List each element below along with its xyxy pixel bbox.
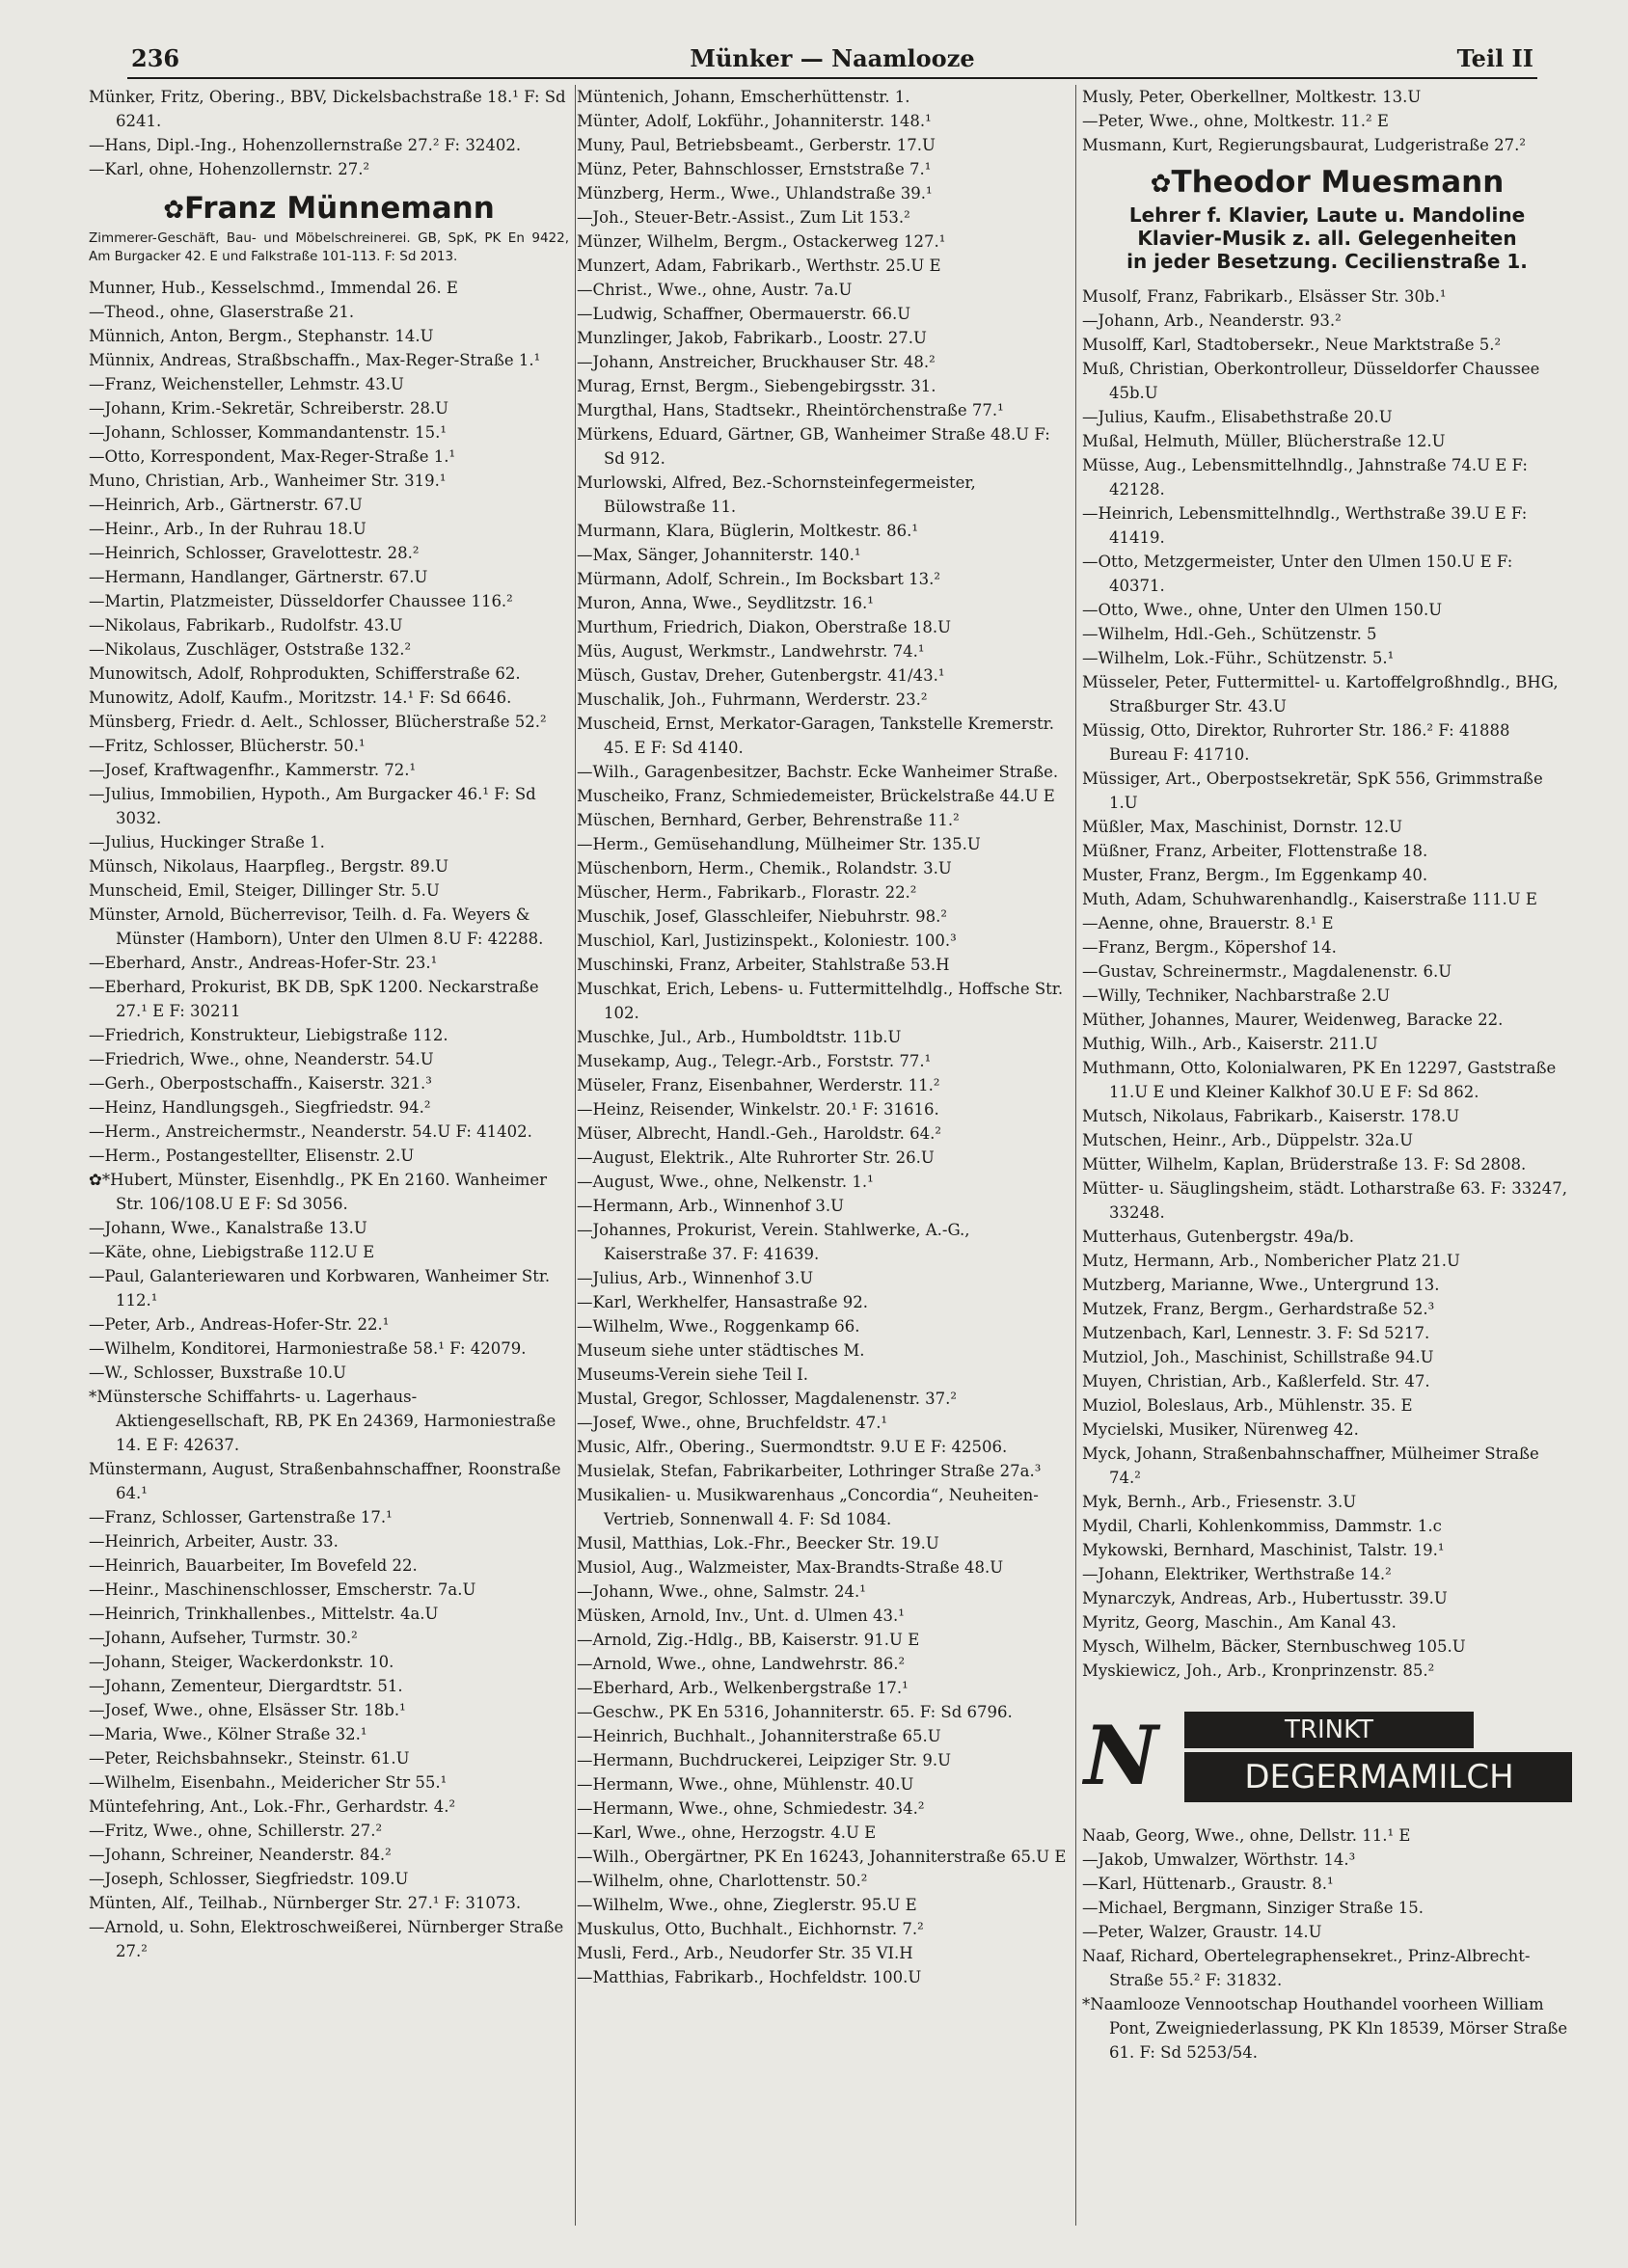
directory-entry: —Michael, Bergmann, Sinziger Straße 15. [1082, 1899, 1424, 1917]
directory-entry: Müssig, Otto, Direktor, Ruhrorter Str. 186.² F: 41888 Bureau F: 41710. [1082, 721, 1510, 764]
entry-list [89, 85, 569, 181]
directory-entry: Muschke, Jul., Arb., Humboldtstr. 11b.U [577, 1028, 902, 1046]
directory-entry: Mutzek, Franz, Bergm., Gerhardstraße 52.³ [1082, 1300, 1435, 1318]
directory-entry: *Münstersche Schiffahrts- u. Lagerhaus-Aktiengesellschaft, RB, PK En 24369, Harmoniestraße 14. E F: 42637. [89, 1388, 556, 1454]
column-3 [1082, 85, 1572, 2235]
directory-entry: —Nikolaus, Zuschläger, Oststraße 132.² [89, 640, 412, 659]
directory-entry: —Heinr., Maschinenschlosser, Emscherstr. 7a.U [89, 1580, 476, 1599]
directory-entry: Muschiol, Karl, Justizinspekt., Koloniestr. 100.³ [577, 932, 957, 950]
directory-entry: —Wilhelm, Eisenbahn., Meidericher Str 55.¹ [89, 1773, 448, 1792]
directory-entry: —Heinrich, Bauarbeiter, Im Bovefeld 22. [89, 1556, 418, 1575]
directory-entry: Müssiger, Art., Oberpostsekretär, SpK 556, Grimmstraße 1.U [1082, 770, 1543, 812]
directory-entry: *Naamlooze Vennootschap Houthandel voorheen William Pont, Zweigniederlassung, PK Kln 18539, Mörser Straße 61. F: Sd 5253/54. [1082, 1995, 1568, 2062]
directory-entry: Naab, Georg, Wwe., ohne, Dellstr. 11.¹ E [1082, 1826, 1411, 1845]
directory-entry: —Arnold, Wwe., ohne, Landwehrstr. 86.² [577, 1655, 906, 1673]
directory-entry: —Peter, Wwe., ohne, Moltkestr. 11.² E [1082, 112, 1389, 130]
directory-entry: —Julius, Huckinger Straße 1. [89, 833, 325, 851]
directory-entry: —Johann, Arb., Neanderstr. 93.² [1082, 311, 1342, 330]
directory-entry: —Joseph, Schlosser, Siegfriedstr. 109.U [89, 1870, 409, 1888]
directory-entry: —Wilh., Obergärtner, PK En 16243, Johanniterstraße 65.U E [577, 1848, 1067, 1866]
ad-title: Franz Münnemann [184, 191, 495, 226]
flower-icon: ✿ [1150, 170, 1172, 199]
directory-entry: —Heinrich, Arb., Gärtnerstr. 67.U [89, 496, 363, 514]
directory-entry: Münsberg, Friedr. d. Aelt., Schlosser, Blücherstraße 52.² [89, 713, 547, 731]
entry-list [577, 85, 1067, 1989]
directory-entry: Music, Alfr., Obering., Suermondtstr. 9.U E F: 42506. [577, 1438, 1008, 1456]
directory-entry: Murlowski, Alfred, Bez.-Schornsteinfegermeister, Bülowstraße 11. [577, 473, 976, 516]
directory-entry: —Herm., Gemüsehandlung, Mülheimer Str. 135.U [577, 835, 981, 853]
directory-entry: —Eberhard, Anstr., Andreas-Hofer-Str. 23.¹ [89, 954, 438, 972]
directory-entry: Myk, Bernh., Arb., Friesenstr. 3.U [1082, 1493, 1357, 1511]
column-divider [575, 85, 576, 2226]
directory-entry: Museum siehe unter städtisches M. [577, 1341, 865, 1360]
directory-entry: ✿*Hubert, Münster, Eisenhdlg., PK En 2160. Wanheimer Str. 106/108.U E F: Sd 3056. [89, 1171, 547, 1213]
directory-entry: —Johann, Zementeur, Diergardtstr. 51. [89, 1677, 403, 1695]
directory-entry: —Theod., ohne, Glaserstraße 21. [89, 303, 355, 321]
directory-entry: —Hermann, Wwe., ohne, Schmiedestr. 34.² [577, 1799, 925, 1818]
directory-entry: —Friedrich, Konstrukteur, Liebigstraße 112. [89, 1026, 448, 1044]
directory-entry: —Nikolaus, Fabrikarb., Rudolfstr. 43.U [89, 616, 403, 634]
directory-entry: —Wilhelm, Hdl.-Geh., Schützenstr. 5 [1082, 625, 1377, 643]
directory-entry: Münstermann, August, Straßenbahnschaffner, Roonstraße 64.¹ [89, 1460, 561, 1502]
directory-entry: —Fritz, Wwe., ohne, Schillerstr. 27.² [89, 1822, 383, 1840]
entry-list [1082, 284, 1572, 1683]
directory-entry: Muthig, Wilh., Arb., Kaiserstr. 211.U [1082, 1035, 1378, 1053]
directory-entry: —Wilhelm, ohne, Charlottenstr. 50.² [577, 1872, 868, 1890]
directory-entry: Münzer, Wilhelm, Bergm., Ostackerweg 127.¹ [577, 232, 946, 251]
part-label: Teil II [1456, 44, 1533, 72]
entry-list [1082, 1823, 1572, 2065]
ad-title: Theodor Muesmann [1171, 165, 1505, 200]
ad-box-bottom: DEGERMAMILCH [1184, 1752, 1572, 1802]
directory-entry: Müschen, Bernhard, Gerber, Behrenstraße 11.² [577, 811, 960, 829]
directory-entry: —Heinrich, Arbeiter, Austr. 33. [89, 1532, 339, 1551]
ad-box-top: TRINKT [1184, 1712, 1474, 1748]
directory-entry: —Johann, Aufseher, Turmstr. 30.² [89, 1629, 358, 1647]
directory-entry: —Johann, Schlosser, Kommandantenstr. 15.¹ [89, 423, 448, 442]
directory-entry: —Wilh., Garagenbesitzer, Bachstr. Ecke Wanheimer Straße. [577, 763, 1059, 781]
directory-entry: Musolf, Franz, Fabrikarb., Elsässer Str. 30b.¹ [1082, 287, 1447, 306]
directory-entry: Münker, Fritz, Obering., BBV, Dickelsbachstraße 18.¹ F: Sd 6241. [89, 88, 566, 130]
directory-entry: —Hermann, Buchdruckerei, Leipziger Str. 9.U [577, 1751, 952, 1769]
directory-entry: —Fritz, Schlosser, Blücherstr. 50.¹ [89, 737, 366, 755]
directory-entry: Muscheiko, Franz, Schmiedemeister, Brückelstraße 44.U E [577, 787, 1055, 805]
directory-entry: —Julius, Immobilien, Hypoth., Am Burgacker 46.¹ F: Sd 3032. [89, 785, 536, 827]
directory-entry: Muth, Adam, Schuhwarenhandlg., Kaiserstraße 111.U E [1082, 890, 1537, 908]
directory-entry: Munzert, Adam, Fabrikarb., Werthstr. 25.U E [577, 256, 941, 275]
directory-entry: Musielak, Stefan, Fabrikarbeiter, Lothringer Straße 27a.³ [577, 1462, 1042, 1480]
directory-entry: Murthum, Friedrich, Diakon, Oberstraße 18.U [577, 618, 952, 636]
directory-entry: Mürmann, Adolf, Schrein., Im Bocksbart 13.² [577, 570, 940, 588]
directory-entry: Musekamp, Aug., Telegr.-Arb., Forststr. 77.¹ [577, 1052, 932, 1070]
directory-entry: Munscheid, Emil, Steiger, Dillinger Str. 5.U [89, 881, 440, 900]
directory-entry: Müßner, Franz, Arbeiter, Flottenstraße 18. [1082, 842, 1428, 860]
directory-entry: Munzlinger, Jakob, Fabrikarb., Loostr. 27.U [577, 329, 927, 347]
directory-entry: —August, Wwe., ohne, Nelkenstr. 1.¹ [577, 1173, 874, 1191]
directory-entry: Münnix, Andreas, Straßbschaffn., Max-Reger-Straße 1.¹ [89, 351, 541, 369]
directory-entry: Munner, Hub., Kesselschmd., Immendal 26. E [89, 279, 458, 297]
directory-entry: Mutschen, Heinr., Arb., Düppelstr. 32a.U [1082, 1131, 1414, 1149]
directory-entry: Muthmann, Otto, Kolonialwaren, PK En 12297, Gaststraße 11.U E und Kleiner Kalkhof 30.U E F: Sd 862. [1082, 1059, 1557, 1101]
directory-entry: Mustal, Gregor, Schlosser, Magdalenenstr. 37.² [577, 1390, 958, 1408]
directory-entry: —Herm., Anstreichermstr., Neanderstr. 54.U F: 41402. [89, 1122, 532, 1141]
directory-entry: —Gerh., Oberpostschaffn., Kaiserstr. 321.³ [89, 1074, 432, 1093]
directory-entry: Mynarczyk, Andreas, Arb., Hubertusstr. 39.U [1082, 1589, 1448, 1607]
directory-entry: —Joh., Steuer-Betr.-Assist., Zum Lit 153.² [577, 208, 910, 227]
directory-entry: Muyen, Christian, Arb., Kaßlerfeld. Str. 47. [1082, 1372, 1430, 1390]
directory-entry: Murag, Ernst, Bergm., Siebengebirgsstr. 31. [577, 377, 936, 395]
directory-entry: Muziol, Boleslaus, Arb., Mühlenstr. 35. E [1082, 1396, 1413, 1415]
directory-entry: —Friedrich, Wwe., ohne, Neanderstr. 54.U [89, 1050, 434, 1068]
directory-entry: Müser, Albrecht, Handl.-Geh., Haroldstr. 64.² [577, 1124, 941, 1143]
directory-entry: Mütter- u. Säuglingsheim, städt. Lotharstraße 63. F: 33247, 33248. [1082, 1179, 1567, 1222]
directory-entry: Muschinski, Franz, Arbeiter, Stahlstraße 53.H [577, 956, 950, 974]
directory-entry: Münsch, Nikolaus, Haarpfleg., Bergstr. 89.U [89, 857, 449, 876]
ad-line: in jeder Besetzung. Cecilienstraße 1. [1126, 250, 1528, 273]
directory-entry: Mutziol, Joh., Maschinist, Schillstraße 94.U [1082, 1348, 1434, 1366]
directory-entry: Müs, August, Werkmstr., Landwehrstr. 74.¹ [577, 642, 925, 661]
directory-entry: —Heinz, Reisender, Winkelstr. 20.¹ F: 31616. [577, 1100, 939, 1119]
directory-entry: —Jakob, Umwalzer, Wörthstr. 14.³ [1082, 1850, 1356, 1869]
directory-entry: —Heinrich, Buchhalt., Johanniterstraße 65.U [577, 1727, 941, 1745]
directory-entry: —Johann, Steiger, Wackerdonkstr. 10. [89, 1653, 394, 1671]
directory-entry: —Paul, Galanteriewaren und Korbwaren, Wanheimer Str. 112.¹ [89, 1267, 551, 1310]
directory-entry: —Arnold, u. Sohn, Elektroschweißerei, Nürnberger Straße 27.² [89, 1918, 564, 1960]
directory-entry: —Josef, Wwe., ohne, Elsässer Str. 18b.¹ [89, 1701, 406, 1719]
directory-entry: —Hermann, Handlanger, Gärtnerstr. 67.U [89, 568, 428, 586]
directory-entry: —Christ., Wwe., ohne, Austr. 7a.U [577, 281, 853, 299]
entry-list [1082, 85, 1572, 157]
directory-entry: Münzberg, Herm., Wwe., Uhlandstraße 39.¹ [577, 184, 933, 202]
directory-entry: Müntenich, Johann, Emscherhüttenstr. 1. [577, 88, 910, 106]
directory-entry: —Franz, Schlosser, Gartenstraße 17.¹ [89, 1508, 393, 1526]
directory-entry: —Johann, Wwe., Kanalstraße 13.U [89, 1219, 367, 1237]
directory-entry: —Josef, Kraftwagenfhr., Kammerstr. 72.¹ [89, 761, 417, 779]
flower-icon: ✿ [163, 196, 185, 225]
page-title: Münker — Naamlooze [690, 44, 975, 72]
directory-entry: —Heinrich, Trinkhallenbes., Mittelstr. 4a.U [89, 1605, 439, 1623]
directory-entry: Mutterhaus, Gutenbergstr. 49a/b. [1082, 1228, 1354, 1246]
directory-entry: —Karl, ohne, Hohenzollernstr. 27.² [89, 160, 370, 178]
ad-degermamilch [1082, 1704, 1572, 1810]
directory-entry: —Martin, Platzmeister, Düsseldorfer Chaussee 116.² [89, 592, 513, 610]
directory-entry: —Gustav, Schreinermstr., Magdalenenstr. 6.U [1082, 962, 1452, 981]
directory-entry: Musli, Ferd., Arb., Neudorfer Str. 35 VI.H [577, 1944, 913, 1962]
directory-entry: —Otto, Wwe., ohne, Unter den Ulmen 150.U [1082, 601, 1443, 619]
directory-entry: Mysch, Wilhelm, Bäcker, Sternbuschweg 105.U [1082, 1637, 1466, 1656]
directory-entry: Müseler, Franz, Eisenbahner, Werderstr. 11.² [577, 1076, 940, 1094]
directory-entry: Mycielski, Musiker, Nürenweg 42. [1082, 1420, 1359, 1439]
directory-entry: Muster, Franz, Bergm., Im Eggenkamp 40. [1082, 866, 1428, 884]
directory-entry: —Julius, Arb., Winnenhof 3.U [577, 1269, 814, 1287]
directory-entry: —Maria, Wwe., Kölner Straße 32.¹ [89, 1725, 367, 1743]
directory-entry: —Geschw., PK En 5316, Johanniterstr. 65. F: Sd 6796. [577, 1703, 1013, 1721]
directory-entry: —Otto, Korrespondent, Max-Reger-Straße 1.¹ [89, 447, 456, 466]
directory-entry: Müßler, Max, Maschinist, Dornstr. 12.U [1082, 818, 1402, 836]
directory-entry: Müschenborn, Herm., Chemik., Rolandstr. 3.U [577, 859, 952, 878]
directory-entry: Muno, Christian, Arb., Wanheimer Str. 319.¹ [89, 472, 447, 490]
directory-entry: —Karl, Hüttenarb., Graustr. 8.¹ [1082, 1875, 1334, 1893]
directory-entry: Münz, Peter, Bahnschlosser, Ernststraße 7.¹ [577, 160, 932, 178]
directory-entry: —Heinr., Arb., In der Ruhrau 18.U [89, 520, 366, 538]
directory-entry: Mutz, Hermann, Arb., Nombericher Platz 21.U [1082, 1252, 1460, 1270]
directory-entry: —Johann, Anstreicher, Bruckhauser Str. 48.² [577, 353, 936, 371]
directory-entry: —Wilhelm, Wwe., Roggenkamp 66. [577, 1317, 860, 1336]
directory-entry: —Johannes, Prokurist, Verein. Stahlwerke, A.-G., Kaiserstraße 37. F: 41639. [577, 1221, 970, 1263]
directory-entry: —Peter, Reichsbahnsekr., Steinstr. 61.U [89, 1749, 410, 1768]
directory-entry: Mykowski, Bernhard, Maschinist, Talstr. 19.¹ [1082, 1541, 1445, 1559]
directory-entry: —Johann, Elektriker, Werthstraße 14.² [1082, 1565, 1392, 1583]
directory-entry: Munowitz, Adolf, Kaufm., Moritzstr. 14.¹ F: Sd 6646. [89, 688, 512, 707]
directory-entry: —Matthias, Fabrikarb., Hochfeldstr. 100.U [577, 1968, 922, 1986]
directory-entry: Museums-Verein siehe Teil I. [577, 1365, 809, 1384]
directory-entry: Mußal, Helmuth, Müller, Blücherstraße 12.U [1082, 432, 1446, 450]
directory-entry: —Ludwig, Schaffner, Obermauerstr. 66.U [577, 305, 911, 323]
directory-entry: Mutzberg, Marianne, Wwe., Untergrund 13. [1082, 1276, 1440, 1294]
directory-entry: Münter, Adolf, Lokführ., Johanniterstr. 148.¹ [577, 112, 932, 130]
column-1 [89, 85, 569, 2235]
directory-entry: Myskiewicz, Joh., Arb., Kronprinzenstr. 85.² [1082, 1661, 1435, 1680]
directory-entry: —Otto, Metzgermeister, Unter den Ulmen 150.U E F: 40371. [1082, 553, 1513, 595]
directory-entry: —Karl, Wwe., ohne, Herzogstr. 4.U E [577, 1823, 877, 1842]
directory-entry: Muskulus, Otto, Buchhalt., Eichhornstr. 7.² [577, 1920, 924, 1938]
directory-entry: —Julius, Kaufm., Elisabethstraße 20.U [1082, 408, 1393, 426]
directory-entry: Mürkens, Eduard, Gärtner, GB, Wanheimer Straße 48.U F: Sd 912. [577, 425, 1050, 468]
directory-entry: —Wilhelm, Lok.-Führ., Schützenstr. 5.¹ [1082, 649, 1395, 667]
directory-entry: Musmann, Kurt, Regierungsbaurat, Ludgeristraße 27.² [1082, 136, 1526, 154]
directory-entry: Myck, Johann, Straßenbahnschaffner, Mülheimer Straße 74.² [1082, 1444, 1539, 1487]
directory-entry: —Käte, ohne, Liebigstraße 112.U E [89, 1243, 375, 1261]
directory-entry: Musikalien- u. Musikwarenhaus „Concordia“, Neuheiten-Vertrieb, Sonnenwall 4. F: Sd 1084. [577, 1486, 1039, 1528]
directory-entry: Muron, Anna, Wwe., Seydlitzstr. 16.¹ [577, 594, 874, 612]
directory-entry: —Eberhard, Prokurist, BK DB, SpK 1200. Neckarstraße 27.¹ E F: 30211 [89, 978, 539, 1020]
directory-entry: Muschalik, Joh., Fuhrmann, Werderstr. 23.² [577, 690, 928, 709]
directory-entry: —Josef, Wwe., ohne, Bruchfeldstr. 47.¹ [577, 1414, 888, 1432]
directory-entry: Mydil, Charli, Kohlenkommiss, Dammstr. 1.c [1082, 1517, 1442, 1535]
directory-entry: Musly, Peter, Oberkellner, Moltkestr. 13.U [1082, 88, 1422, 106]
directory-entry: Naaf, Richard, Obertelegraphensekret., Prinz-Albrecht-Straße 55.² F: 31832. [1082, 1947, 1531, 1989]
directory-entry: —Arnold, Zig.-Hdlg., BB, Kaiserstr. 91.U E [577, 1631, 920, 1649]
directory-entry: Müscher, Herm., Fabrikarb., Florastr. 22.² [577, 883, 917, 902]
directory-entry: Musiol, Aug., Walzmeister, Max-Brandts-Straße 48.U [577, 1558, 1004, 1577]
ad-muesmann [1082, 163, 1572, 273]
directory-entry: Müntefehring, Ant., Lok.-Fhr., Gerhardstr. 4.² [89, 1797, 456, 1816]
directory-entry: —Johann, Schreiner, Neanderstr. 84.² [89, 1846, 392, 1864]
directory-entry: —Hermann, Wwe., ohne, Mühlenstr. 40.U [577, 1775, 914, 1794]
directory-entry: —W., Schlosser, Buxstraße 10.U [89, 1364, 347, 1382]
ad-line: Lehrer f. Klavier, Laute u. Mandoline [1128, 203, 1526, 227]
directory-entry: Musil, Matthias, Lok.-Fhr., Beecker Str. 19.U [577, 1534, 939, 1552]
directory-entry: Müsken, Arnold, Inv., Unt. d. Ulmen 43.¹ [577, 1606, 905, 1625]
directory-entry: —Max, Sänger, Johanniterstr. 140.¹ [577, 546, 861, 564]
directory-entry: Munowitsch, Adolf, Rohprodukten, Schifferstraße 62. [89, 664, 521, 683]
directory-entry: Mutzenbach, Karl, Lennestr. 3. F: Sd 5217. [1082, 1324, 1430, 1342]
directory-entry: Münnich, Anton, Bergm., Stephanstr. 14.U [89, 327, 434, 345]
column-divider [1075, 85, 1076, 2226]
directory-entry: —Peter, Arb., Andreas-Hofer-Str. 22.¹ [89, 1315, 390, 1334]
directory-entry: Müther, Johannes, Maurer, Weidenweg, Baracke 22. [1082, 1011, 1504, 1029]
directory-entry: Mütter, Wilhelm, Kaplan, Brüderstraße 13. F: Sd 2808. [1082, 1155, 1527, 1174]
directory-entry: —Eberhard, Arb., Welkenbergstraße 17.¹ [577, 1679, 909, 1697]
column-2 [577, 85, 1067, 2235]
ad-line: Klavier-Musik z. all. Gelegenheiten [1137, 227, 1517, 250]
entry-list [89, 276, 569, 1963]
directory-entry: —August, Elektrik., Alte Ruhrorter Str. 26.U [577, 1148, 935, 1167]
directory-entry: —Heinrich, Schlosser, Gravelottestr. 28.² [89, 544, 420, 562]
directory-entry: Mutsch, Nikolaus, Fabrikarb., Kaiserstr. 178.U [1082, 1107, 1460, 1125]
directory-entry: —Johann, Wwe., ohne, Salmstr. 24.¹ [577, 1582, 866, 1601]
directory-entry: Müsch, Gustav, Dreher, Gutenbergstr. 41/43.¹ [577, 666, 945, 685]
directory-entry: —Johann, Krim.-Sekretär, Schreiberstr. 28.U [89, 399, 449, 418]
page-header [127, 39, 1537, 81]
directory-entry: Murmann, Klara, Büglerin, Moltkestr. 86.¹ [577, 522, 918, 540]
directory-entry: Myritz, Georg, Maschin., Am Kanal 43. [1082, 1613, 1397, 1632]
directory-entry: Musolff, Karl, Stadtobersekr., Neue Marktstraße 5.² [1082, 336, 1502, 354]
ad-text: Zimmerer-Geschäft, Bau- und Möbelschreinerei. GB, SpK, PK En 9422, Am Burgacker 42. E und Falkstraße 101-113. F: Sd 2013. [89, 230, 569, 264]
directory-entry: Münten, Alf., Teilhab., Nürnberger Str. 27.¹ F: 31073. [89, 1894, 522, 1912]
directory-entry: Murgthal, Hans, Stadtsekr., Rheintörchenstraße 77.¹ [577, 401, 1004, 419]
directory-entry: —Wilhelm, Konditorei, Harmoniestraße 58.¹ F: 42079. [89, 1339, 527, 1358]
directory-entry: —Hermann, Arb., Winnenhof 3.U [577, 1197, 845, 1215]
directory-entry: —Aenne, ohne, Brauerstr. 8.¹ E [1082, 914, 1334, 932]
directory-entry: Müsse, Aug., Lebensmittelhndlg., Jahnstraße 74.U E F: 42128. [1082, 456, 1528, 499]
directory-entry: Muß, Christian, Oberkontrolleur, Düsseldorfer Chaussee 45b.U [1082, 360, 1540, 402]
directory-entry: —Hans, Dipl.-Ing., Hohenzollernstraße 27.² F: 32402. [89, 136, 522, 154]
directory-entry: —Karl, Werkhelfer, Hansastraße 92. [577, 1293, 868, 1311]
header-rule [127, 77, 1537, 79]
directory-entry: Muschik, Josef, Glasschleifer, Niebuhrstr. 98.² [577, 907, 947, 926]
directory-entry: Münster, Arnold, Bücherrevisor, Teilh. d. Fa. Weyers & Münster (Hamborn), Unter den Ulmen 8.U F: 42288. [89, 905, 544, 948]
directory-entry: Müsseler, Peter, Futtermittel- u. Kartoffelgroßhndlg., BHG, Straßburger Str. 43.U [1082, 673, 1559, 716]
directory-entry: —Herm., Postangestellter, Elisenstr. 2.U [89, 1147, 415, 1165]
page-number: 236 [131, 44, 180, 72]
directory-entry: —Heinrich, Lebensmittelhndlg., Werthstraße 39.U E F: 41419. [1082, 504, 1528, 547]
directory-entry: —Franz, Bergm., Köpershof 14. [1082, 938, 1337, 957]
directory-entry: Muny, Paul, Betriebsbeamt., Gerberstr. 17.U [577, 136, 936, 154]
directory-entry: Muschkat, Erich, Lebens- u. Futtermittelhdlg., Hoffsche Str. 102. [577, 980, 1064, 1022]
directory-entry: —Wilhelm, Wwe., ohne, Zieglerstr. 95.U E [577, 1896, 917, 1914]
directory-entry: —Willy, Techniker, Nachbarstraße 2.U [1082, 986, 1391, 1005]
directory-entry: —Heinz, Handlungsgeh., Siegfriedstr. 94.² [89, 1098, 431, 1117]
section-letter: N [1084, 1708, 1158, 1803]
directory-entry: Muscheid, Ernst, Merkator-Garagen, Tankstelle Kremerstr. 45. E F: Sd 4140. [577, 715, 1054, 757]
directory-entry: —Peter, Walzer, Graustr. 14.U [1082, 1923, 1322, 1941]
ad-muennemann [89, 189, 569, 266]
directory-entry: —Franz, Weichensteller, Lehmstr. 43.U [89, 375, 404, 393]
